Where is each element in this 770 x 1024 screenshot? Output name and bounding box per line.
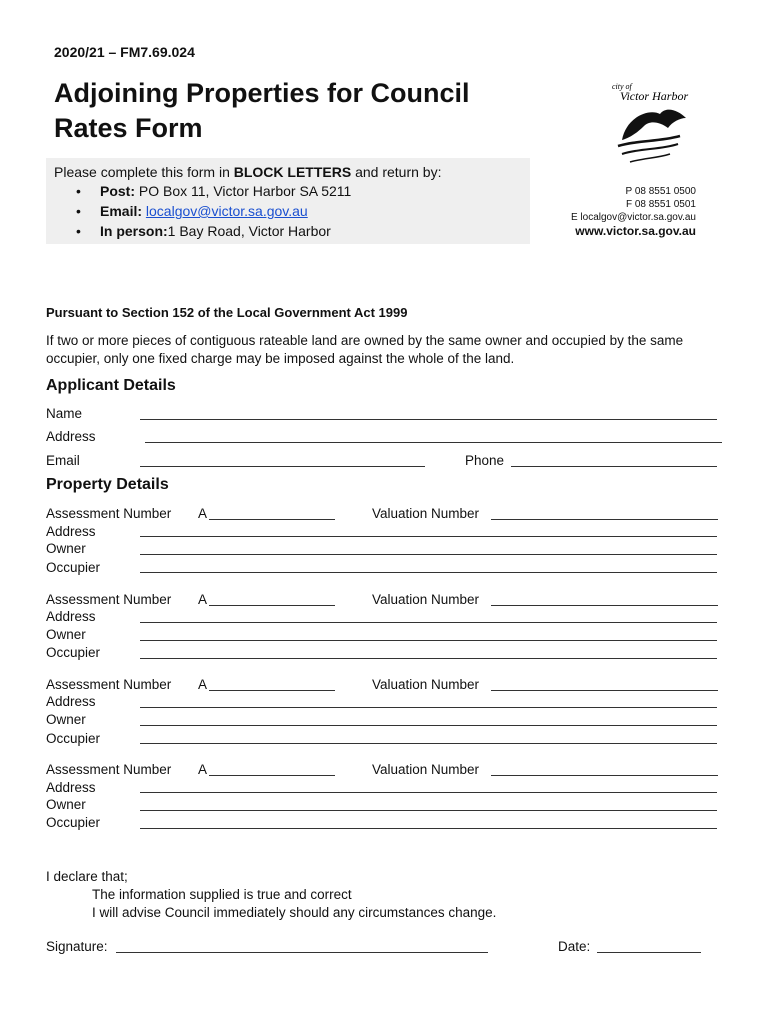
property-block-4 (46, 762, 726, 842)
date-label: Date: (558, 939, 591, 954)
assessment-label: Assessment Number (46, 592, 172, 607)
list-item-email: • Email: localgov@victor.sa.gov.au (70, 202, 351, 222)
assessment-prefix: A (198, 592, 208, 607)
occupier-label: Occupier (46, 815, 101, 830)
owner-label: Owner (46, 712, 86, 727)
phone-label: Phone (465, 453, 505, 468)
property-block-1 (46, 506, 726, 586)
list-item-post: • Post: PO Box 11, Victor Harbor SA 5211 (70, 182, 351, 202)
valuation-field[interactable] (491, 690, 718, 691)
instructions-intro: Please complete this form in BLOCK LETTERS and return by: (54, 164, 442, 180)
act-paragraph: If two or more pieces of contiguous rateable land are owned by the same owner and occupied by the same occupier, only one fixed charge may be imposed against the whole of the land. (46, 333, 684, 366)
declaration-line-1: The information supplied is true and correct (92, 887, 352, 902)
assessment-field[interactable] (209, 690, 335, 691)
assessment-label: Assessment Number (46, 677, 172, 692)
valuation-field[interactable] (491, 775, 718, 776)
property-address-label: Address (46, 609, 96, 624)
contact-email: E localgov@victor.sa.gov.au (570, 212, 696, 223)
whale-tail-icon (608, 80, 698, 170)
valuation-label: Valuation Number (372, 592, 480, 607)
address-field[interactable] (145, 442, 722, 443)
assessment-field[interactable] (209, 605, 335, 606)
signature-label: Signature: (46, 939, 108, 954)
svg-text:Victor Harbor: Victor Harbor (620, 89, 689, 103)
address-label: Address (46, 429, 96, 444)
return-methods-list (70, 182, 351, 242)
email-link[interactable]: localgov@victor.sa.gov.au (145, 203, 308, 219)
phone-field[interactable] (511, 466, 717, 467)
fax-number: F 08 8551 0501 (625, 199, 696, 210)
assessment-field[interactable] (209, 775, 335, 776)
svg-text:city of: city of (612, 82, 632, 91)
valuation-label: Valuation Number (372, 677, 480, 692)
property-address-field[interactable] (140, 536, 717, 537)
assessment-label: Assessment Number (46, 506, 172, 521)
property-heading: Property Details (46, 476, 169, 493)
occupier-field[interactable] (140, 658, 717, 659)
email-field[interactable] (140, 466, 425, 467)
name-label: Name (46, 406, 83, 421)
block-letters-emphasis: BLOCK LETTERS (233, 164, 352, 180)
owner-label: Owner (46, 541, 86, 556)
assessment-prefix: A (198, 677, 208, 692)
owner-label: Owner (46, 627, 86, 642)
owner-field[interactable] (140, 640, 717, 641)
name-field[interactable] (140, 419, 717, 420)
signature-field[interactable] (116, 952, 488, 953)
date-field[interactable] (597, 952, 701, 953)
list-item-in-person: • In person:1 Bay Road, Victor Harbor (70, 222, 351, 242)
valuation-field[interactable] (491, 605, 718, 606)
owner-field[interactable] (140, 554, 717, 555)
form-code: 2020/21 – FM7.69.024 (54, 44, 195, 60)
property-address-label: Address (46, 780, 96, 795)
owner-field[interactable] (140, 810, 717, 811)
occupier-label: Occupier (46, 645, 101, 660)
applicant-heading: Applicant Details (46, 377, 176, 394)
occupier-field[interactable] (140, 743, 717, 744)
occupier-field[interactable] (140, 572, 717, 573)
council-logo (608, 80, 698, 170)
valuation-label: Valuation Number (372, 506, 480, 521)
valuation-field[interactable] (491, 519, 718, 520)
phone-number: P 08 8551 0500 (625, 186, 696, 197)
declaration-intro: I declare that; (46, 869, 128, 884)
assessment-prefix: A (198, 506, 208, 521)
property-block-2 (46, 592, 726, 672)
occupier-label: Occupier (46, 731, 101, 746)
owner-label: Owner (46, 797, 86, 812)
email-label: Email (46, 453, 80, 468)
assessment-prefix: A (198, 762, 208, 777)
property-address-label: Address (46, 694, 96, 709)
page-title: Adjoining Properties for Council Rates Form (54, 78, 470, 143)
property-address-field[interactable] (140, 707, 717, 708)
occupier-field[interactable] (140, 828, 717, 829)
act-heading: Pursuant to Section 152 of the Local Government Act 1999 (46, 305, 408, 320)
valuation-label: Valuation Number (372, 762, 480, 777)
website-link[interactable]: www.victor.sa.gov.au (575, 224, 696, 238)
property-address-field[interactable] (140, 622, 717, 623)
occupier-label: Occupier (46, 560, 101, 575)
property-block-3 (46, 677, 726, 757)
property-address-field[interactable] (140, 792, 717, 793)
property-address-label: Address (46, 524, 96, 539)
owner-field[interactable] (140, 725, 717, 726)
declaration-line-2: I will advise Council immediately should any circumstances change. (92, 905, 497, 920)
contact-block (571, 185, 696, 224)
declaration (46, 868, 496, 922)
assessment-field[interactable] (209, 519, 335, 520)
assessment-label: Assessment Number (46, 762, 172, 777)
